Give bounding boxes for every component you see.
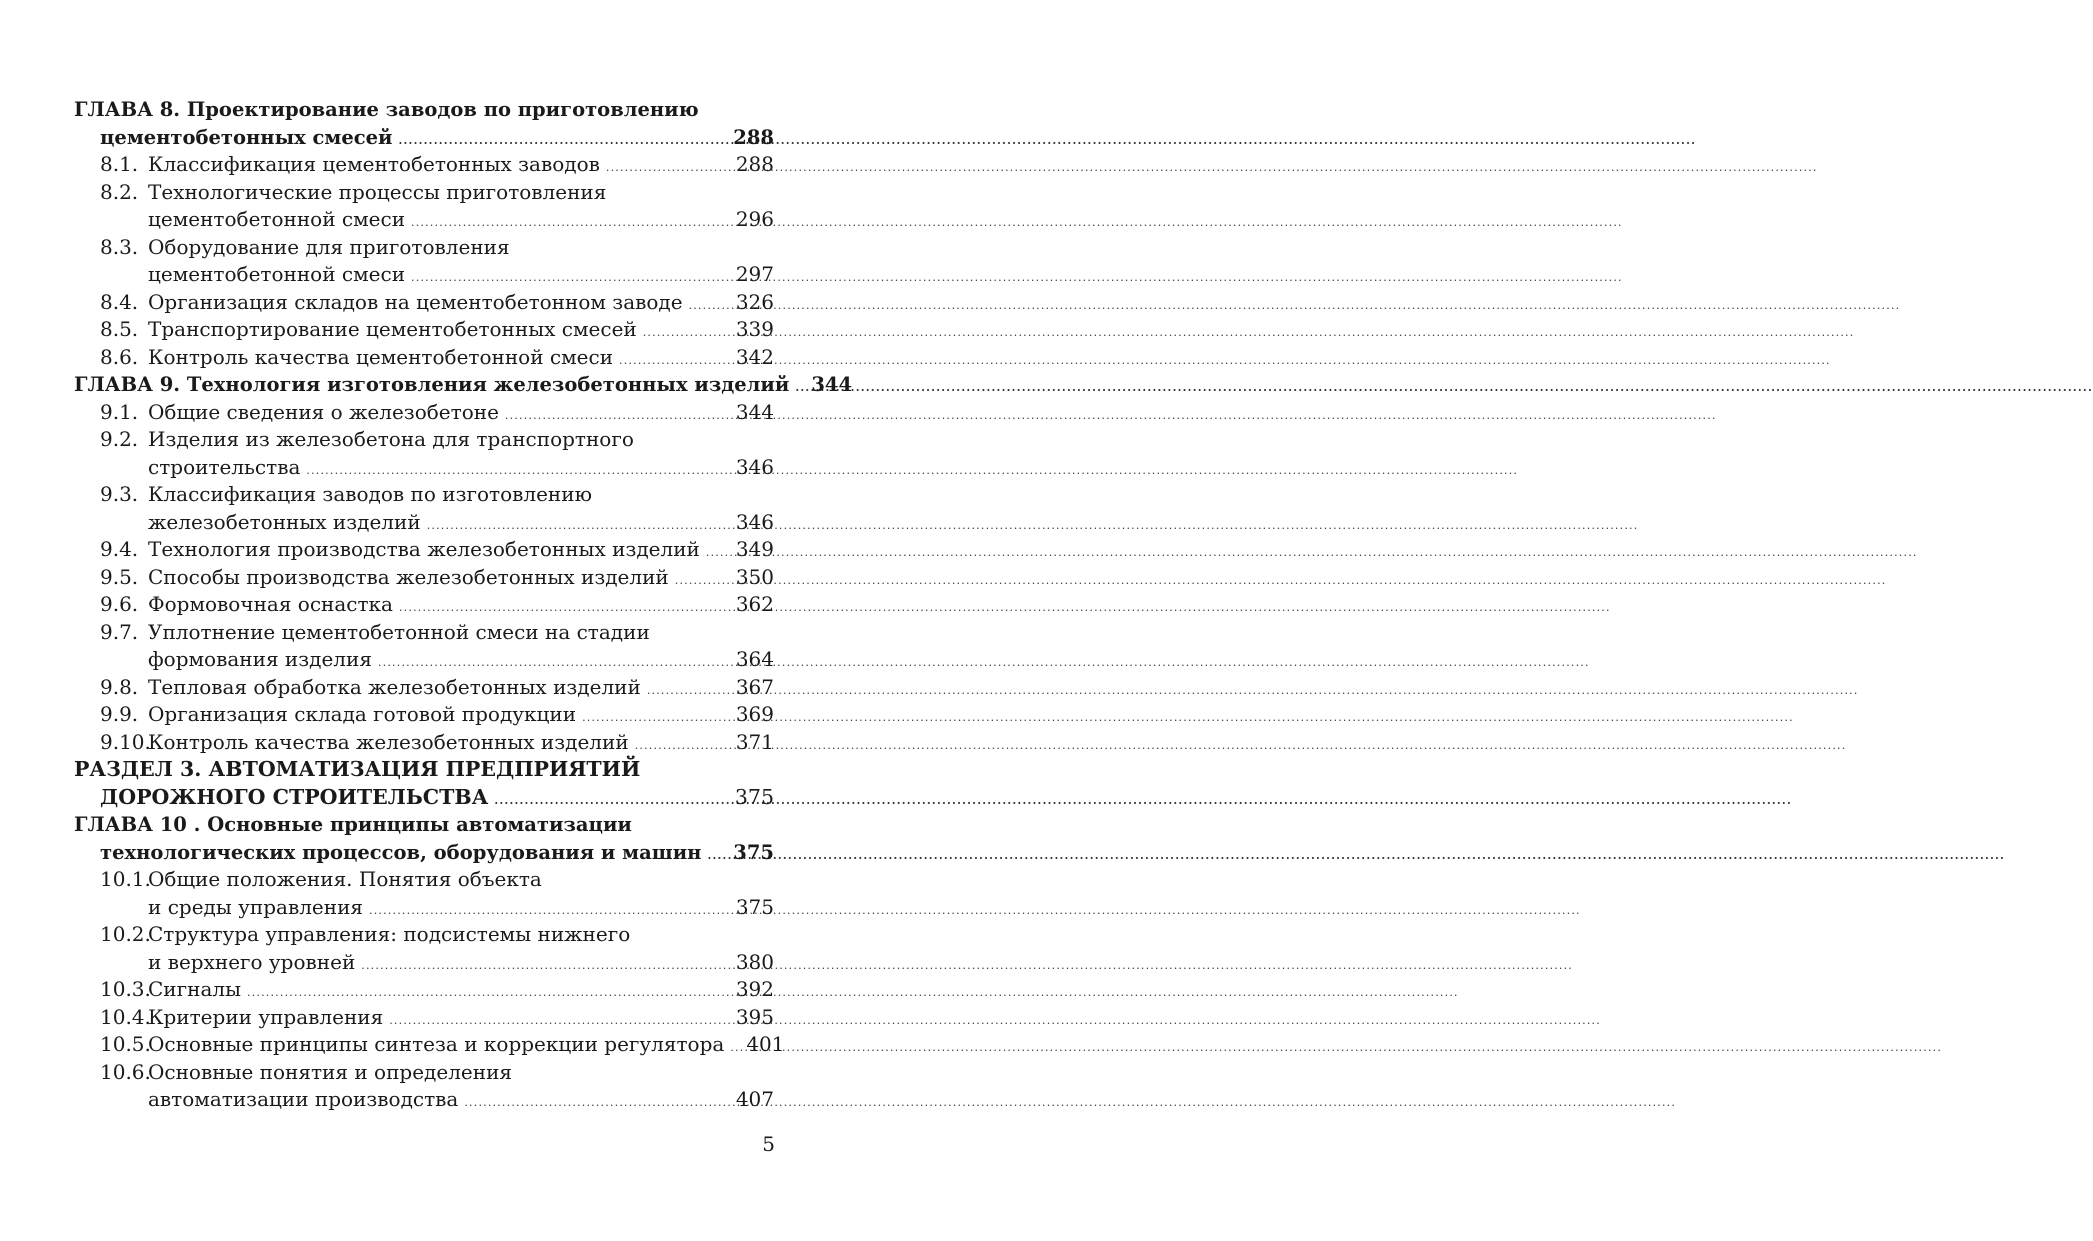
chapter-8-heading: [74, 96, 774, 124]
toc-entry-9-8: [74, 674, 774, 702]
entry-page: 375: [735, 894, 774, 919]
entry-number: 10.5.: [100, 1032, 151, 1056]
part-3-title-line-2: ДОРОЖНОГО СТРОИТЕЛЬСТВА: [100, 784, 489, 809]
chapter-10-title-line-2: технологических процессов, оборудования и машин: [100, 840, 702, 864]
entry-title: Основные понятия и определения: [148, 1059, 513, 1084]
entry-number: 9.5.: [100, 564, 139, 589]
leader-dots: [464, 1089, 729, 1117]
entry-number: 9.7.: [100, 619, 139, 644]
leader-dots: [606, 154, 730, 182]
entry-page: 349: [735, 537, 774, 561]
entry-number: 9.8.: [100, 674, 139, 699]
leader-dots: [706, 539, 730, 567]
toc-entry-8-5: [74, 316, 774, 344]
entry-number: 8.4.: [100, 289, 139, 314]
toc-entry-10-3: [74, 976, 774, 1004]
entry-page: 344: [735, 399, 774, 424]
entry-page: 326: [735, 289, 774, 314]
entry-page: 339: [735, 317, 774, 341]
toc-entry-9-5: [74, 564, 774, 592]
leader-dots: [399, 127, 728, 155]
toc-entry-10-5: [74, 1031, 785, 1059]
entry-page: 342: [735, 344, 774, 369]
entry-number: 9.3.: [100, 482, 139, 506]
chapter-9-heading: [74, 371, 853, 399]
toc-entry-9-10: [74, 729, 774, 757]
entry-title: Основные принципы синтеза и коррекции регулятора: [148, 1032, 725, 1056]
toc-entry-9-6: [74, 591, 774, 619]
leader-dots: [647, 677, 730, 705]
entry-number: 9.1.: [100, 399, 139, 424]
chapter-9-page: 344: [811, 373, 853, 396]
entry-title: Технологические процессы приготовления: [148, 179, 607, 204]
entry-title: Структура управления: подсистемы нижнего: [148, 922, 631, 946]
leader-dots: [635, 732, 730, 760]
part-3-heading-cont: [74, 784, 774, 812]
entry-title: Организация складов на цементобетонном заводе: [148, 289, 683, 314]
entry-title: Оборудование для приготовления: [148, 234, 510, 259]
toc-entry-10-4: [74, 1004, 774, 1032]
entry-title: Контроль качества железобетонных изделий: [148, 729, 629, 754]
entry-page: 401: [746, 1032, 785, 1056]
entry-title: Изделия из железобетона для транспортного: [148, 427, 634, 451]
page-number: 5: [762, 1132, 775, 1156]
toc-entry-10-2: [74, 921, 774, 949]
entry-number: 8.1.: [100, 152, 139, 176]
entry-number: 10.4.: [100, 1004, 151, 1029]
toc-entry-8-3: [74, 234, 774, 262]
chapter-10-page: 375: [733, 840, 774, 864]
leader-dots: [427, 512, 730, 540]
entry-title: Общие положения. Понятия объекта: [148, 867, 542, 891]
chapter-9-title: ГЛАВА 9. Технология изготовления железобетонных изделий: [74, 373, 790, 396]
chapter-10-title-line-1: ГЛАВА 10 . Основные принципы автоматизации: [74, 813, 632, 836]
entry-number: 9.4.: [100, 537, 139, 561]
entry-title-cont: цементобетонной смеси: [148, 207, 406, 231]
entry-title: Классификация цементобетонных заводов: [148, 152, 600, 176]
entry-title-cont: железобетонных изделий: [148, 509, 421, 534]
entry-title: Тепловая обработка железобетонных изделий: [148, 674, 641, 699]
entry-title: Транспортирование цементобетонных смесей: [148, 317, 637, 341]
toc-entry-10-2-cont: [74, 949, 774, 977]
leader-dots: [582, 704, 730, 732]
entry-page: 288: [735, 152, 774, 176]
part-3-heading: [74, 756, 774, 784]
entry-number: 9.2.: [100, 427, 139, 451]
entry-title: Общие сведения о железобетоне: [148, 399, 499, 424]
toc-entry-10-1-cont: [74, 894, 774, 922]
chapter-8-title-line-1: ГЛАВА 8. Проектирование заводов по приготовлению: [74, 98, 699, 121]
leader-dots: [643, 319, 730, 347]
toc-entry-10-6-cont: [74, 1086, 774, 1114]
entry-number: 10.1.: [100, 867, 151, 891]
toc-entry-9-3: [74, 481, 774, 509]
entry-title-cont: и верхнего уровней: [148, 949, 356, 974]
leader-dots: [494, 787, 729, 815]
leader-dots: [411, 264, 730, 292]
entry-title-cont: цементобетонной смеси: [148, 262, 406, 286]
entry-page: 346: [735, 454, 774, 479]
toc-entry-9-2-cont: [74, 454, 774, 482]
toc-entry-8-2-cont: [74, 206, 774, 234]
entry-title: Технология производства железобетонных изделий: [148, 537, 700, 561]
toc-entry-10-1: [74, 866, 774, 894]
entry-page: 350: [735, 564, 774, 589]
entry-number: 10.6.: [100, 1059, 151, 1084]
part-3-page: 375: [734, 784, 774, 809]
toc-entry-10-6: [74, 1059, 774, 1087]
entry-title: Сигналы: [148, 977, 241, 1001]
entry-title: Классификация заводов по изготовлению: [148, 482, 592, 506]
table-of-contents: [74, 96, 853, 1114]
entry-number: 10.3.: [100, 977, 151, 1001]
leader-dots: [306, 457, 729, 485]
toc-entry-8-6: [74, 344, 774, 372]
entry-number: 9.6.: [100, 592, 139, 616]
toc-entry-8-3-cont: [74, 261, 774, 289]
leader-dots: [378, 649, 730, 677]
toc-entry-9-2: [74, 426, 774, 454]
leader-dots: [730, 1034, 740, 1062]
part-3-title-line-1: РАЗДЕЛ 3. АВТОМАТИЗАЦИЯ ПРЕДПРИЯТИЙ: [74, 757, 641, 781]
entry-title: Формовочная оснастка: [148, 592, 393, 616]
entry-number: 9.9.: [100, 702, 139, 726]
toc-entry-9-7: [74, 619, 774, 647]
document-page: [0, 0, 875, 1241]
toc-entry-8-2: [74, 179, 774, 207]
entry-title: Способы производства железобетонных изделий: [148, 564, 669, 589]
leader-dots: [795, 374, 805, 402]
entry-number: 8.2.: [100, 179, 139, 204]
leader-dots: [389, 1007, 730, 1035]
chapter-10-heading: [74, 811, 774, 839]
leader-dots: [619, 347, 730, 375]
chapter-10-heading-cont: [74, 839, 774, 867]
leader-dots: [689, 292, 730, 320]
entry-page: 369: [735, 702, 774, 726]
toc-entry-9-7-cont: [74, 646, 774, 674]
chapter-8-page: 288: [733, 125, 774, 149]
entry-number: 9.10.: [100, 729, 151, 754]
leader-dots: [399, 594, 730, 622]
leader-dots: [361, 952, 730, 980]
entry-number: 8.3.: [100, 234, 139, 259]
entry-page: 296: [735, 207, 774, 231]
leader-dots: [675, 567, 730, 595]
entry-title: Организация склада готовой продукции: [148, 702, 577, 726]
toc-entry-9-3-cont: [74, 509, 774, 537]
entry-title: Контроль качества цементобетонной смеси: [148, 344, 614, 369]
entry-page: 367: [735, 674, 774, 699]
entry-page: 297: [735, 262, 774, 286]
entry-title: Критерии управления: [148, 1004, 384, 1029]
entry-number: 8.5.: [100, 317, 139, 341]
leader-dots: [247, 979, 730, 1007]
toc-entry-9-9: [74, 701, 774, 729]
leader-dots: [505, 402, 730, 430]
chapter-8-heading-cont: [74, 124, 774, 152]
entry-page: 392: [735, 977, 774, 1001]
entry-page: 346: [735, 509, 774, 534]
entry-page: 380: [735, 949, 774, 974]
toc-entry-8-1: [74, 151, 774, 179]
entry-page: 362: [735, 592, 774, 616]
entry-page: 364: [735, 647, 774, 671]
entry-title-cont: формования изделия: [148, 647, 372, 671]
entry-title-cont: автоматизации производства: [148, 1087, 459, 1111]
toc-entry-8-4: [74, 289, 774, 317]
toc-entry-9-4: [74, 536, 774, 564]
entry-title: Уплотнение цементобетонной смеси на стадии: [148, 619, 650, 644]
entry-number: 8.6.: [100, 344, 139, 369]
entry-number: 10.2.: [100, 922, 151, 946]
toc-entry-9-1: [74, 399, 774, 427]
entry-page: 371: [735, 729, 774, 754]
entry-title-cont: строительства: [148, 454, 301, 479]
leader-dots: [707, 842, 727, 870]
chapter-8-title-line-2: цементобетонных смесей: [100, 125, 393, 149]
leader-dots: [369, 897, 730, 925]
leader-dots: [411, 209, 730, 237]
entry-title-cont: и среды управления: [148, 894, 364, 919]
entry-page: 395: [735, 1004, 774, 1029]
entry-page: 407: [735, 1087, 774, 1111]
